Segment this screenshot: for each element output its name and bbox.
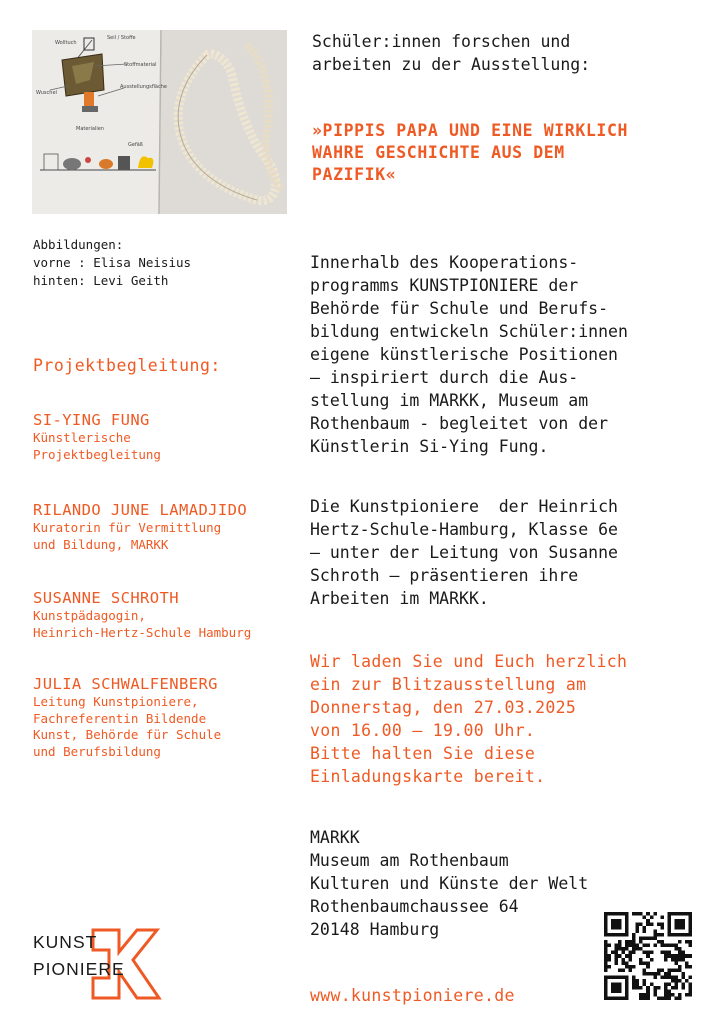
person-name: JULIA SCHWALFENBERG (33, 675, 218, 693)
museum-address: MARKK Museum am Rothenbaum Kulturen und Künste der Welt Rothenbaumchaussee 64 20148 Hamburg (310, 828, 589, 939)
class-paragraph: Die Kunstpioniere der Heinrich Hertz-Schule-Hamburg, Klasse 6e – unter der Leitung von Susanne Schroth – präsentieren ihre Arbeiten im MARKK. (310, 497, 618, 608)
artwork-photo-illustration (32, 30, 287, 214)
logo-line2: PIONIERE (33, 959, 125, 979)
program-paragraph: Innerhalb des Kooperations- programms KUNSTPIONIERE der Behörde für Schule und Berufs- bildung entwickeln Schüler:innen eigene künstlerische Positionen – inspiriert durch die Aus- stellung im MARKK, Museum am Rothenbaum - begleitet von der Künstlerin Si-Ying Fung. (310, 253, 628, 456)
person-role: Künstlerische Projektbegleitung (33, 430, 161, 462)
website-link[interactable]: www.kunstpioniere.de (310, 986, 515, 1005)
project-heading: Projektbegleitung: (33, 356, 221, 375)
person-role: Kuratorin für Vermittlung und Bildung, MARKK (33, 520, 222, 552)
qr-code[interactable] (604, 912, 692, 1000)
photo-label-bottom: Materialien (76, 126, 104, 132)
logo-line1: KUNST (33, 932, 98, 952)
qr-code-graphic (604, 912, 692, 1000)
photo-label-left1: Wuschel (36, 90, 57, 96)
exhibition-title: »PIPPIS PAPA UND EINE WIRKLICH WAHRE GESCHICHTE AUS DEM PAZIFIK« (312, 121, 629, 184)
invitation-text: Wir laden Sie und Euch herzlich ein zur Blitzausstellung am Donnerstag, den 27.03.2025 von 16.00 – 19.00 Uhr. Bitte halten Sie diese Einladungskarte bereit. (310, 652, 628, 786)
person-susanne-schroth (33, 588, 251, 641)
person-name: SI-YING FUNG (33, 411, 150, 429)
person-role: Kunstpädagogin, Heinrich-Hertz-Schule Hamburg (33, 608, 252, 640)
person-name: SUSANNE SCHROTH (33, 589, 179, 607)
credit-back: hinten: Levi Geith (33, 273, 169, 288)
intro-text: Schüler:innen forschen und arbeiten zu der Ausstellung: (312, 32, 591, 74)
photo-label-right2: Ausstellungsfläche (120, 84, 167, 90)
person-role: Leitung Kunstpioniere, Fachreferentin Bildende Kunst, Behörde für Schule und Berufsbildung (33, 694, 222, 759)
image-credits (33, 236, 191, 290)
kunstpioniere-logo (33, 928, 163, 1000)
credits-heading: Abbildungen: (33, 237, 124, 252)
photo-label-top2: Seil / Stoffe (107, 35, 136, 41)
artwork-photo (32, 30, 287, 214)
person-rilando-june-lamadjido (33, 500, 247, 553)
photo-label-top1: Wolltuch (55, 40, 77, 46)
person-julia-schwalfenberg (33, 674, 221, 760)
photo-label-right1: Stoffmaterial (124, 62, 157, 68)
credit-front: vorne : Elisa Neisius (33, 255, 192, 270)
photo-label-right3: Gefäß (128, 142, 143, 148)
person-name: RILANDO JUNE LAMADJIDO (33, 501, 248, 519)
person-si-ying-fung (33, 410, 161, 463)
